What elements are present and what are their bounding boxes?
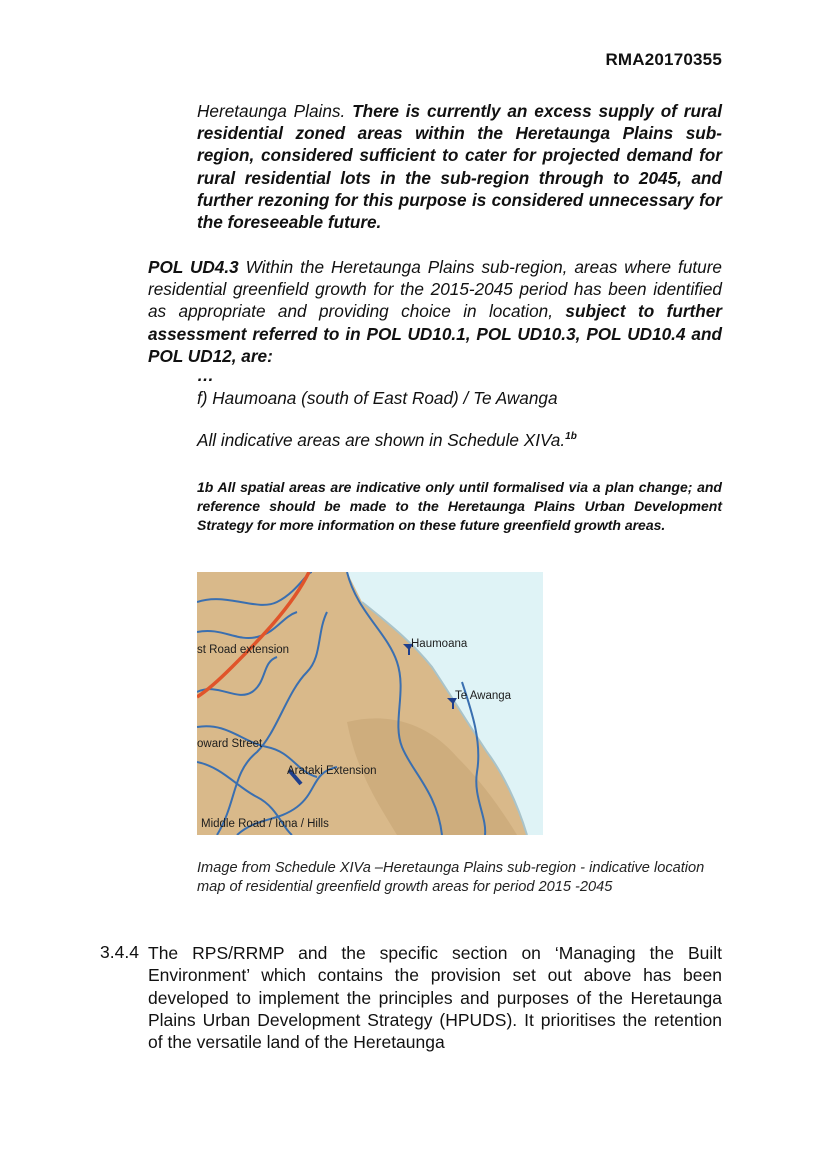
map-label-haumoana: Haumoana [411, 638, 468, 650]
footnote-marker: 1b [565, 431, 577, 442]
paragraph-lead: Heretaunga Plains. [197, 101, 346, 121]
map-label-te-awanga: Te Awanga [455, 690, 512, 702]
section-number: 3.4.4 [100, 942, 139, 962]
policy-ellipsis: … [197, 366, 214, 385]
location-map [197, 572, 543, 835]
policy-item-f: f) Haumoana (south of East Road) / Te Awanga [197, 388, 558, 408]
map-caption: Image from Schedule XIVa –Heretaunga Plains sub-region - indicative location map of residential greenfield growth areas for period 2015 -2045 [197, 860, 705, 895]
paragraph-emphasis: There is currently an excess supply of rural residential zoned areas within the Heretaunga Plains sub-region, considered sufficient to cater for projected demand for rural residential lots in the sub-region through to 2045, and further rezoning for this purpose is considered unnecessary for the foreseeable future. [197, 101, 722, 233]
map-label-middle-road: Middle Road / Iona / Hills [201, 818, 329, 830]
policy-code: POL UD4.3 [148, 257, 239, 277]
section-text: The RPS/RRMP and the specific section on ‘Managing the Built Environment’ which contains the provision set out above has been developed to implement the principles and purposes of the Heretaunga Plains Urban Development Strategy (HPUDS). It prioritises the retention of the versatile land of the Heretaunga [148, 943, 722, 1053]
policy-ud4-3 [148, 256, 722, 367]
indicative-text: All indicative areas are shown in Schedule XIVa. [197, 430, 566, 450]
policy-bold-text: subject to further assessment referred to in POL UD10.1, POL UD10.3, POL UD10.4 and POL UD12, are: [148, 301, 722, 366]
map-label-east-road: st Road extension [197, 644, 290, 656]
indicative-areas-line [197, 430, 577, 451]
footnote-text: 1b All spatial areas are indicative only until formalised via a plan change; and reference should be made to the Heretaunga Plains Urban Development Strategy for more information on these future greenfield growth areas. [197, 479, 722, 533]
policy-text: Within the Heretaunga Plains sub-region, areas where future residential greenfield growth for the 2015-2045 period has been identified as appropriate and providing choice in location, [148, 257, 722, 322]
paragraph-rural-residential [197, 100, 722, 233]
map-label-arataki: Arataki Extension [287, 765, 377, 777]
document-reference: RMA20170355 [605, 50, 722, 69]
map-graphic [197, 572, 543, 835]
map-label-howard-street: oward Street [197, 738, 263, 750]
